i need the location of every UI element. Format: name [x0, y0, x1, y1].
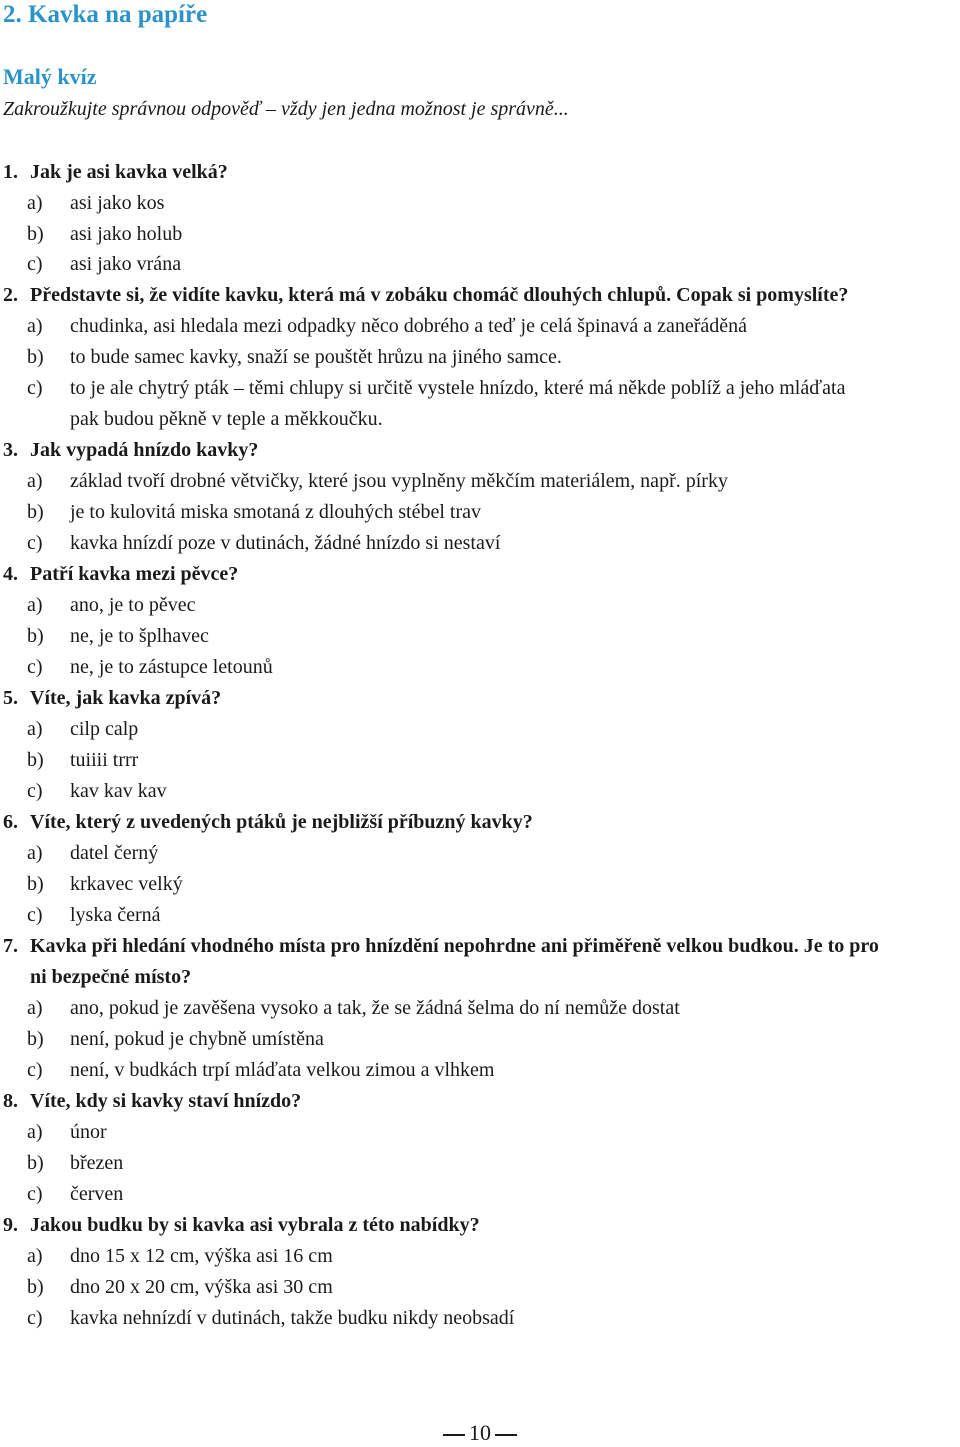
- option-letter: b): [27, 749, 44, 771]
- answer-option-continuation: pak budou pěkně v teple a měkkoučku.: [70, 408, 383, 430]
- question-text: Patří kavka mezi pěvce?: [30, 563, 239, 585]
- answer-option[interactable]: [27, 715, 138, 743]
- question-text: ni bezpečné místo?: [30, 966, 192, 988]
- option-text: březen: [70, 1152, 124, 1174]
- option-letter: c): [27, 780, 43, 802]
- option-text: kav kav kav: [70, 780, 167, 802]
- answer-option[interactable]: [27, 901, 161, 929]
- answer-option[interactable]: [27, 591, 196, 619]
- question-number: 8.: [3, 1090, 18, 1112]
- answer-option[interactable]: [27, 374, 845, 402]
- answer-option[interactable]: [27, 220, 182, 248]
- option-letter: c): [27, 904, 43, 926]
- option-text: to je ale chytrý pták – těmi chlupy si určitě vystele hnízdo, které má někde poblíž a jeho mláďata: [70, 377, 846, 399]
- option-text: asi jako holub: [70, 223, 183, 245]
- option-letter: a): [27, 1121, 43, 1143]
- option-text: kavka nehnízdí v dutinách, takže budku nikdy neobsadí: [70, 1307, 515, 1329]
- option-letter: c): [27, 1059, 43, 1081]
- option-letter: c): [27, 377, 43, 399]
- option-letter: b): [27, 873, 44, 895]
- answer-option[interactable]: [27, 498, 481, 526]
- answer-option[interactable]: [27, 1273, 333, 1301]
- question-number: 4.: [3, 563, 18, 585]
- option-text: tuiiii trrr: [70, 749, 139, 771]
- option-text: kavka hnízdí poze v dutinách, žádné hnízdo si nestaví: [70, 532, 501, 554]
- question-text: Víte, jak kavka zpívá?: [30, 687, 222, 709]
- option-text: není, v budkách trpí mláďata velkou zimou a vlhkem: [70, 1059, 495, 1081]
- question-text: Víte, který z uvedených ptáků je nejbližší příbuzný kavky?: [30, 811, 533, 833]
- question-text: Jak je asi kavka velká?: [30, 161, 228, 183]
- instruction-text: Zakroužkujte správnou odpověď – vždy jen jedna možnost je správně...: [3, 98, 569, 120]
- option-letter: a): [27, 1245, 43, 1267]
- option-letter: b): [27, 346, 44, 368]
- question-6: [3, 808, 533, 836]
- option-letter: a): [27, 842, 43, 864]
- answer-option[interactable]: [27, 189, 164, 217]
- option-text: ano, pokud je zavěšena vysoko a tak, že se žádná šelma do ní nemůže dostat: [70, 997, 680, 1019]
- option-letter: b): [27, 501, 44, 523]
- question-text: Jak vypadá hnízdo kavky?: [30, 439, 259, 461]
- question-text: Víte, kdy si kavky staví hnízdo?: [30, 1090, 302, 1112]
- option-letter: b): [27, 1152, 44, 1174]
- option-letter: a): [27, 718, 43, 740]
- option-text: asi jako kos: [70, 192, 165, 214]
- question-number: 3.: [3, 439, 18, 461]
- option-text: základ tvoří drobné větvičky, které jsou vyplněny měkčím materiálem, např. pírky: [70, 470, 728, 492]
- option-letter: a): [27, 470, 43, 492]
- answer-option[interactable]: [27, 994, 680, 1022]
- option-text: ne, je to zástupce letounů: [70, 656, 273, 678]
- option-text: asi jako vrána: [70, 253, 182, 275]
- question-2: [3, 281, 848, 309]
- option-text: dno 15 x 12 cm, výška asi 16 cm: [70, 1245, 333, 1267]
- option-letter: c): [27, 1307, 43, 1329]
- answer-option[interactable]: [27, 777, 167, 805]
- option-text: lyska černá: [70, 904, 161, 926]
- question-8: [3, 1087, 301, 1115]
- question-text: Kavka při hledání vhodného místa pro hnízdění nepohrdne ani přiměřeně velkou budkou. Je to pro: [30, 935, 879, 957]
- footer-dash: [495, 1434, 517, 1436]
- question-7-continuation: [3, 963, 191, 991]
- question-3: [3, 436, 258, 464]
- option-text: dno 20 x 20 cm, výška asi 30 cm: [70, 1276, 333, 1298]
- question-text: Představte si, že vidíte kavku, která má v zobáku chomáč dlouhých chlupů. Copak si pomyslíte?: [30, 284, 849, 306]
- question-5: [3, 684, 221, 712]
- answer-option[interactable]: [27, 250, 181, 278]
- option-letter: b): [27, 1028, 44, 1050]
- answer-option[interactable]: [27, 1056, 494, 1084]
- answer-option[interactable]: [27, 870, 183, 898]
- option-letter: c): [27, 532, 43, 554]
- option-text: datel černý: [70, 842, 159, 864]
- option-letter: b): [27, 1276, 44, 1298]
- answer-option[interactable]: [27, 467, 728, 495]
- option-text: cilp calp: [70, 718, 139, 740]
- option-text: není, pokud je chybně umístěna: [70, 1028, 324, 1050]
- question-number: 9.: [3, 1214, 18, 1236]
- option-text: červen: [70, 1183, 124, 1205]
- footer-dash: [443, 1434, 465, 1436]
- answer-option[interactable]: [27, 622, 209, 650]
- option-letter: c): [27, 1183, 43, 1205]
- option-letter: c): [27, 656, 43, 678]
- answer-option[interactable]: [27, 1304, 514, 1332]
- answer-option[interactable]: [27, 343, 562, 371]
- answer-option[interactable]: [27, 529, 500, 557]
- chapter-title: 2. Kavka na papíře: [3, 1, 208, 28]
- question-7: [3, 932, 879, 960]
- question-number: 2.: [3, 284, 18, 306]
- question-9: [3, 1211, 480, 1239]
- option-text: ano, je to pěvec: [70, 594, 196, 616]
- option-letter: b): [27, 625, 44, 647]
- question-number: 7.: [3, 935, 18, 957]
- page-number: 10: [469, 1420, 491, 1445]
- option-letter: a): [27, 315, 43, 337]
- question-1: [3, 158, 228, 186]
- answer-option[interactable]: [27, 1149, 123, 1177]
- answer-option[interactable]: [27, 1242, 333, 1270]
- answer-option[interactable]: [27, 1118, 107, 1146]
- option-letter: a): [27, 997, 43, 1019]
- option-letter: c): [27, 253, 43, 275]
- option-text: to bude samec kavky, snaží se pouštět hrůzu na jiného samce.: [70, 346, 562, 368]
- answer-option[interactable]: [27, 312, 747, 340]
- option-letter: b): [27, 223, 44, 245]
- question-text: Jakou budku by si kavka asi vybrala z této nabídky?: [30, 1214, 480, 1236]
- question-number: 5.: [3, 687, 18, 709]
- answer-option[interactable]: [27, 1180, 123, 1208]
- option-text: chudinka, asi hledala mezi odpadky něco dobrého a teď je celá špinavá a zaneřáděná: [70, 315, 748, 337]
- option-text: je to kulovitá miska smotaná z dlouhých stébel trav: [70, 501, 482, 523]
- answer-option[interactable]: [27, 839, 158, 867]
- answer-option[interactable]: [27, 653, 273, 681]
- option-letter: a): [27, 192, 43, 214]
- section-title: Malý kvíz: [3, 64, 97, 89]
- option-text: únor: [70, 1121, 107, 1143]
- question-number: 6.: [3, 811, 18, 833]
- question-number: 1.: [3, 161, 18, 183]
- option-letter: a): [27, 594, 43, 616]
- answer-option[interactable]: [27, 746, 138, 774]
- question-4: [3, 560, 238, 588]
- answer-option[interactable]: [27, 1025, 324, 1053]
- option-text: krkavec velký: [70, 873, 183, 895]
- option-text: ne, je to šplhavec: [70, 625, 209, 647]
